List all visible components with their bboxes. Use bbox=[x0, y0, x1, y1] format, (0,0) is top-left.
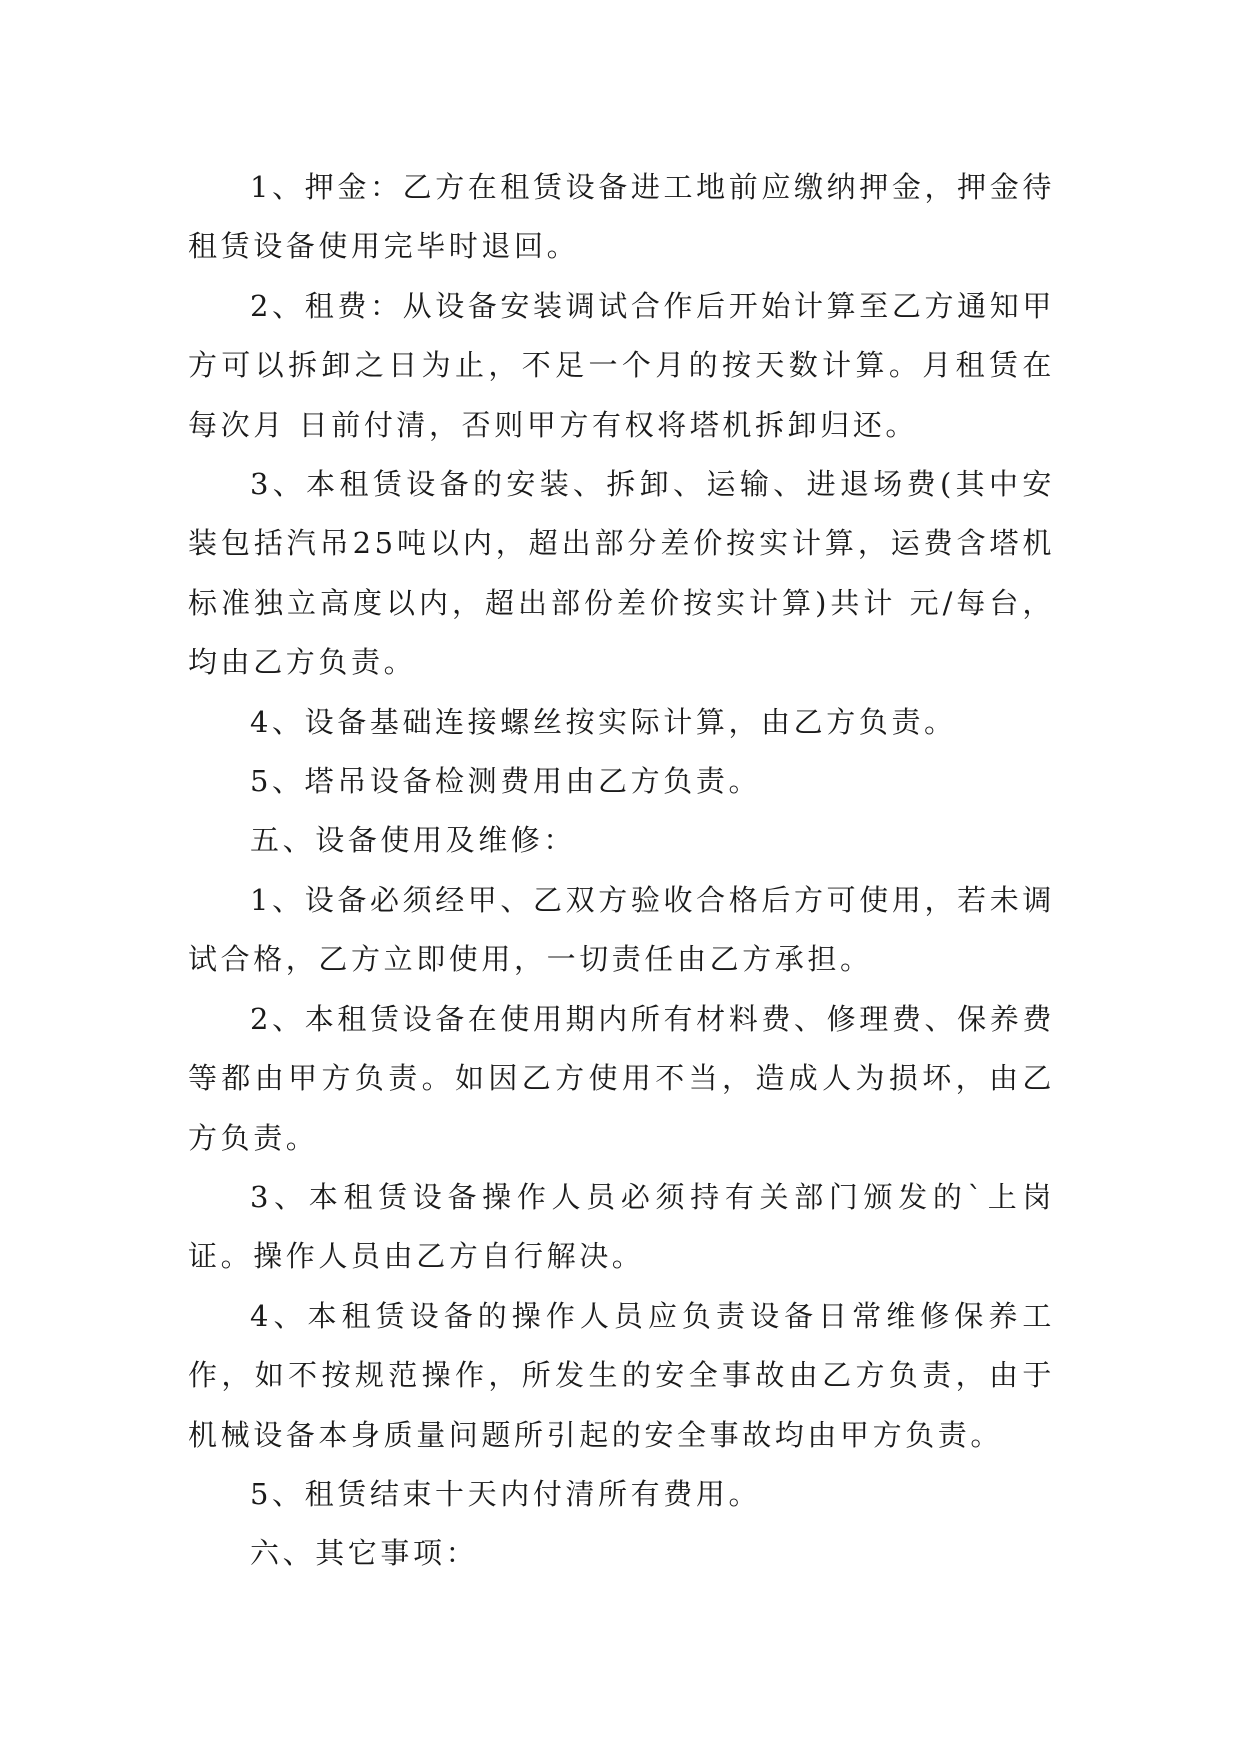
paragraph-rent: 2、租费：从设备安装调试合作后开始计算至乙方通知甲方可以拆卸之日为止，不足一个月的按天数计算。月租赁在每次月 日前付清，否则甲方有权将塔机拆卸归还。 bbox=[188, 288, 1055, 442]
paragraph-maintenance-cost: 2、本租赁设备在使用期内所有材料费、修理费、保养费等都由甲方负责。如因乙方使用不当，造成人为损坏，由乙方负责。 bbox=[188, 1001, 1055, 1155]
paragraph-inspection: 5、塔吊设备检测费用由乙方负责。 bbox=[250, 764, 762, 799]
section-heading-other-matters: 六、其它事项： bbox=[250, 1536, 479, 1571]
paragraph-operator-duty: 4、本租赁设备的操作人员应负责设备日常维修保养工作，如不按规范操作，所发生的安全事故由乙方负责，由于机械设备本身质量问题所引起的安全事故均由甲方负责。 bbox=[188, 1298, 1055, 1452]
paragraph-deposit: 1、押金：乙方在租赁设备进工地前应缴纳押金，押金待租赁设备使用完毕时退回。 bbox=[188, 170, 1055, 264]
paragraph-install-fee: 3、本租赁设备的安装、拆卸、运输、进退场费(其中安装包括汽吊25吨以内，超出部分差价按实计算，运费含塔机标准独立高度以内，超出部份差价按实计算)共计 元/每台，均由乙方负责。 bbox=[188, 467, 1055, 680]
section-heading-equipment-use: 五、设备使用及维修： bbox=[250, 823, 577, 858]
document-body bbox=[188, 158, 1055, 1584]
paragraph-settlement: 5、租赁结束十天内付清所有费用。 bbox=[250, 1476, 762, 1511]
paragraph-bolts: 4、设备基础连接螺丝按实际计算，由乙方负责。 bbox=[250, 704, 957, 739]
paragraph-acceptance: 1、设备必须经甲、乙双方验收合格后方可使用，若未调试合格，乙方立即使用，一切责任由乙方承担。 bbox=[188, 882, 1055, 977]
paragraph-operator-cert: 3、本租赁设备操作人员必须持有关部门颁发的`上岗证。操作人员由乙方自行解决。 bbox=[188, 1179, 1055, 1274]
